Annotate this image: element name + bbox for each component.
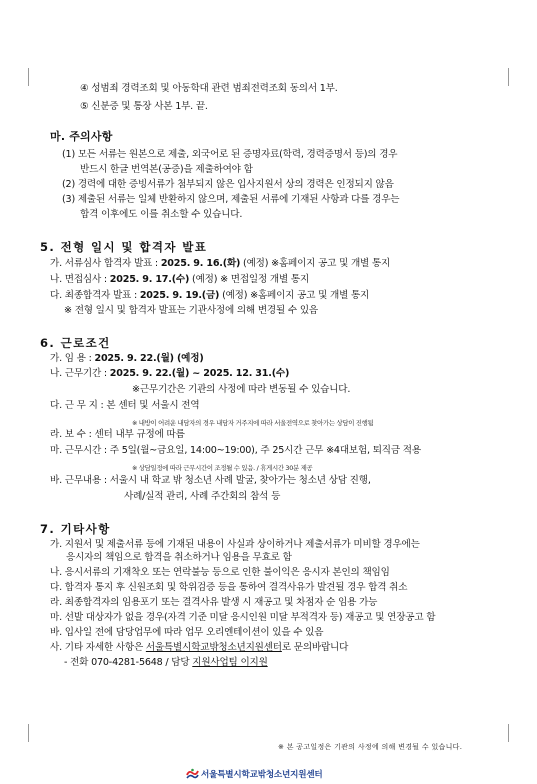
section-5-heading: 5. 전형 일시 및 합격자 발표 <box>40 240 208 254</box>
document-item-4: ④ 성범죄 경력조회 및 아동학대 관련 범죄전력조회 동의서 1부. <box>80 83 338 94</box>
other-item-ma: 마. 선발 대상자가 없을 경우(자격 기준 미달 응시인원 미달 부적격자 등) 재공고 및 연장공고 함 <box>50 612 436 623</box>
condition-hours-value: 주 5일(월~금요일, 14:00~19:00), 주 25시간 근무 ※4대보험, 퇴직금 적용 <box>109 445 421 456</box>
condition-duties-cont: 사례/실적 관리, 사례 주간회의 참석 등 <box>124 491 281 502</box>
condition-hours <box>50 445 421 457</box>
other-item-sa-suffix: 로 문의바랍니다 <box>281 642 349 653</box>
crop-mark-bottom-left <box>28 724 29 742</box>
condition-appointment-value: 2025. 9. 22.(월) (예정) <box>94 353 204 364</box>
crop-mark-bottom-right <box>508 724 509 742</box>
document-item-5: ⑤ 신분증 및 통장 사본 1부. 끝. <box>80 101 208 112</box>
schedule-final-note: (예정) ※홈페이지 공고 및 개별 통지 <box>219 290 370 301</box>
schedule-document-note: (예정) ※홈페이지 공고 및 개별 통지 <box>240 258 391 269</box>
other-item-ra: 라. 최종합격자의 임용포기 또는 결격사유 발생 시 재공고 및 차점자 순 임용 가능 <box>50 597 378 608</box>
schedule-interview-label: 나. 면접심사 : <box>50 274 110 285</box>
condition-duties-label: 바. 근무내용 : <box>50 475 110 486</box>
other-item-ba: 바. 입사일 전에 담당업무에 따라 업무 오리엔테이션이 있을 수 있음 <box>50 627 324 638</box>
condition-pay-value: 센터 내부 규정에 따름 <box>94 429 185 440</box>
other-item-na: 나. 응시서류의 기재착오 또는 연락불능 등으로 인한 불이익은 응시자 본인의 책임임 <box>50 567 390 578</box>
condition-duties-value: 서울시 내 학교 밖 청소년 사례 발굴, 찾아가는 청소년 상담 진행, <box>109 475 371 486</box>
schedule-final-date: 2025. 9. 19.(금) <box>139 290 220 301</box>
other-item-ga-cont: 응시자의 책임으로 합격을 취소하거나 임용을 무효로 함 <box>66 552 292 563</box>
schedule-change-note: ※ 전형 일시 및 합격자 발표는 기관사정에 의해 변경될 수 있음 <box>64 305 318 316</box>
crop-mark-top-left <box>28 68 29 86</box>
condition-appointment-label: 가. 임 용 : <box>50 353 95 364</box>
condition-location-value: 본 센터 및 서울시 전역 <box>106 400 200 411</box>
condition-period <box>50 368 289 380</box>
schedule-interview-note: (예정) ※ 면접일정 개별 통지 <box>189 274 310 285</box>
notice-item-1: (1) 모든 서류는 원본으로 제출, 외국어로 된 증명자료(학력, 경력증명서 등)의 경우 <box>62 149 398 160</box>
condition-appointment <box>50 353 204 365</box>
crop-mark-top-right <box>508 68 509 86</box>
schedule-final-label: 다. 최종합격자 발표 : <box>50 290 140 301</box>
schedule-interview <box>50 274 309 286</box>
other-item-sa <box>50 642 348 654</box>
condition-period-note: ※근무기간은 기관의 사정에 따라 변동될 수 있습니다. <box>132 384 351 395</box>
condition-location <box>50 400 199 412</box>
notice-heading: 마. 주의사항 <box>50 130 113 143</box>
contact-phone: - 전화 070-4281-5648 / 담당 <box>64 657 193 668</box>
notice-item-1-cont: 반드시 한글 번역본(공증)을 제출하여야 함 <box>80 164 253 175</box>
other-item-ga: 가. 지원서 및 제출서류 등에 기재된 내용이 사실과 상이하거나 제출서류가 미비할 경우에는 <box>50 539 420 550</box>
condition-hours-label: 마. 근무시간 : <box>50 445 110 456</box>
seoul-emblem-icon <box>186 765 199 784</box>
notice-item-3: (3) 제출된 서류는 일체 반환하지 않으며, 제출된 서류에 기재된 사항과 다를 경우는 <box>62 194 400 205</box>
schedule-document-label: 가. 서류심사 합격자 발표 : <box>50 258 161 269</box>
schedule-footnote: ※ 본 공고일정은 기관의 사정에 의해 변경될 수 있습니다. <box>278 743 463 751</box>
schedule-final-result <box>50 290 369 302</box>
center-name-link: 서울특별시학교밖청소년지원센터 <box>145 642 282 653</box>
center-logo-text: 서울특별시학교밖청소년지원센터 <box>201 770 323 780</box>
condition-duties <box>50 475 371 487</box>
other-item-sa-prefix: 사. 기타 자세한 사항은 <box>50 642 146 653</box>
schedule-interview-date: 2025. 9. 17.(수) <box>109 274 190 285</box>
condition-period-value: 2025. 9. 22.(월) ~ 2025. 12. 31.(수) <box>109 368 290 379</box>
condition-pay <box>50 429 185 441</box>
section-6-heading: 6. 근로조건 <box>40 336 111 350</box>
notice-item-3-cont: 합격 이후에도 이를 취소할 수 있습니다. <box>80 209 243 220</box>
contact-info <box>64 657 268 669</box>
center-logo <box>186 767 323 781</box>
condition-pay-label: 라. 보 수 : <box>50 429 95 440</box>
notice-item-2: (2) 경력에 대한 증빙서류가 첨부되지 않은 입사지원서 상의 경력은 인정되지 않음 <box>62 179 394 190</box>
contact-person: 지원사업팀 이지원 <box>192 657 268 668</box>
schedule-document-result <box>50 258 390 270</box>
condition-hours-note: ※ 상담일정에 따라 근무시간이 조정될 수 있음. / 휴게시간 30분 제공 <box>132 464 313 472</box>
condition-location-note: ※ 내방이 어려운 내담자의 경우 내담자 거주지에 따라 서울전역으로 찾아가는 상담이 진행됨 <box>132 419 374 427</box>
section-7-heading: 7. 기타사항 <box>40 522 111 536</box>
other-item-da: 다. 합격자 통지 후 신원조회 및 학위검증 등을 통하여 결격사유가 발견될 경우 합격 취소 <box>50 582 408 593</box>
condition-period-label: 나. 근무기간 : <box>50 368 110 379</box>
schedule-document-date: 2025. 9. 16.(화) <box>160 258 241 269</box>
condition-location-label: 다. 근 무 지 : <box>50 400 107 411</box>
